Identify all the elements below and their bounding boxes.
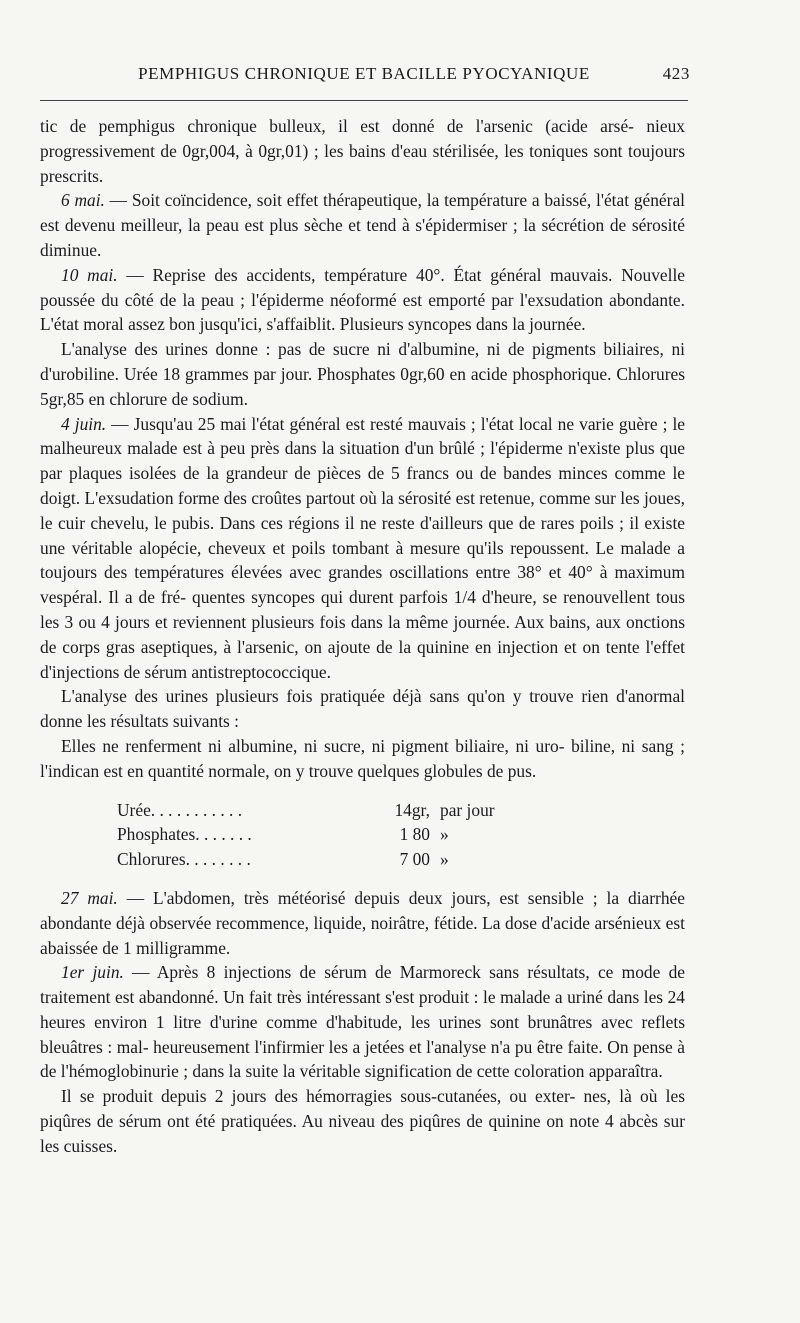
paragraph: 4 juin. — Jusqu'au 25 mai l'état général est resté mauvais ; l'état local ne varie guère ; le malheureux malade est à peu près dans la situation d'un brûlé ; l'épiderme n'existe plus que par plaques isolées de la grandeur de pièces de 5 francs ou de bandes minces comme le doigt. L'exsudation forme des croûtes partout où la sérosité est retenue, comme sur les joues, le cuir chevelu, le pubis. Dans ces régions il ne reste d'ailleurs que de rares poils ; il existe une véritable alopécie, cheveux et poils tombant à mesure qu'ils repoussent. Le malade a toujours des températures élevées avec grandes oscillations entre 38° et 40° à maximum vespéral. Il a de fré- quentes syncopes qui durent parfois 1/4 d'heure, se renouvellent tous les 3 ou 4 jours et reviennent plusieurs fois dans la même journée. Aux bains, aux onctions de corps gras aseptiques, à l'arsenic, on ajoute de la quinine en injection et on tente l'effet d'injections de sérum antistreptococcique.	[40, 413, 685, 682]
entry-date: 1er juin.	[61, 962, 124, 983]
row-unit: par jour	[440, 799, 495, 820]
header-rule	[40, 100, 688, 101]
entry-date: 10 mai.	[61, 264, 118, 285]
page-number: 423	[662, 64, 690, 83]
paragraph: 1er juin. — Après 8 injections de sérum de Marmoreck sans résultats, ce mode de traitement est abandonné. Un fait très intéressant s'est produit : le malade a uriné dans les 24 heures environ 1 litre d'urine comme d'habitude, les urines sont brunâtres avec reflets bleuâtres : mal- heureusement l'infirmier les a jetées et l'analyse n'a pu être faite. On pense à de l'hémoglobinurie ; dans la suite la véritable signification de cette coloration apparaîtra.	[40, 962, 686, 1082]
row-label: Chlorures. . . . . . . .	[117, 849, 251, 870]
entry-date: 4 juin.	[61, 413, 107, 434]
paragraph: Elles ne renferment ni albumine, ni sucre, ni pigment biliaire, ni uro- biline, ni sang ; l'indican est en quantité normale, on y trouve quelques globules de pus.	[40, 735, 685, 781]
table-row	[117, 798, 495, 823]
row-unit: »	[440, 849, 449, 870]
body-text	[40, 114, 685, 1159]
paragraph: 6 mai. — Soit coïncidence, soit effet thérapeutique, la température a baissé, l'état général est devenu meilleur, la peau est plus sèche et tend à s'épidermiser ; la sécrétion de sérosité diminue.	[40, 190, 685, 260]
paragraph: tic de pemphigus chronique bulleux, il est donné de l'arsenic (acide arsé- nieux progressivement de 0gr,004, à 0gr,01) ; les bains d'eau stérilisée, les toniques sont toujours prescrits.	[40, 116, 685, 186]
paragraph: Il se produit depuis 2 jours des hémorragies sous-cutanées, ou exter- nes, là où les piqûres de sérum ont été pratiquées. Au niveau des piqûres de quinine on note 4 abcès sur les cuisses.	[40, 1086, 685, 1156]
urine-results-table	[117, 798, 495, 872]
row-label: Phosphates. . . . . . .	[117, 824, 252, 845]
table-row	[117, 822, 495, 847]
entry-date: 27 mai.	[61, 887, 118, 908]
page-header	[40, 64, 688, 92]
paragraph: L'analyse des urines donne : pas de sucre ni d'albumine, ni de pigments biliaires, ni d'urobiline. Urée 18 grammes par jour. Phosphates 0gr,60 en acide phosphorique. Chlorures 5gr,85 en chlorure de sodium.	[40, 339, 685, 409]
running-title: PEMPHIGUS CHRONIQUE ET BACILLE PYOCYANIQUE	[138, 64, 590, 83]
paragraph: L'analyse des urines plusieurs fois pratiquée déjà sans qu'on y trouve rien d'anormal donne les résultats suivants :	[40, 686, 685, 732]
row-label: Urée. . . . . . . . . . .	[117, 799, 243, 820]
row-value: 14gr,	[394, 799, 430, 820]
entry-date: 6 mai.	[61, 190, 105, 211]
table-row	[117, 847, 495, 872]
row-value: 7 00	[399, 849, 430, 870]
paragraph: 10 mai. — Reprise des accidents, température 40°. État général mauvais. Nouvelle poussée du côté de la peau ; l'épiderme néoformé est emporté par l'exsudation abondante. L'état moral assez bon jusqu'ici, s'affaiblit. Plusieurs syncopes dans la journée.	[40, 264, 685, 335]
row-unit: »	[440, 824, 449, 845]
row-value: 1 80	[399, 824, 430, 845]
paragraph: 27 mai. — L'abdomen, très météorisé depuis deux jours, est sensible ; la diarrhée abondante déjà observée recommence, liquide, noirâtre, fétide. La dose d'acide arsénieux est abaissée de 1 milligramme.	[40, 887, 685, 958]
